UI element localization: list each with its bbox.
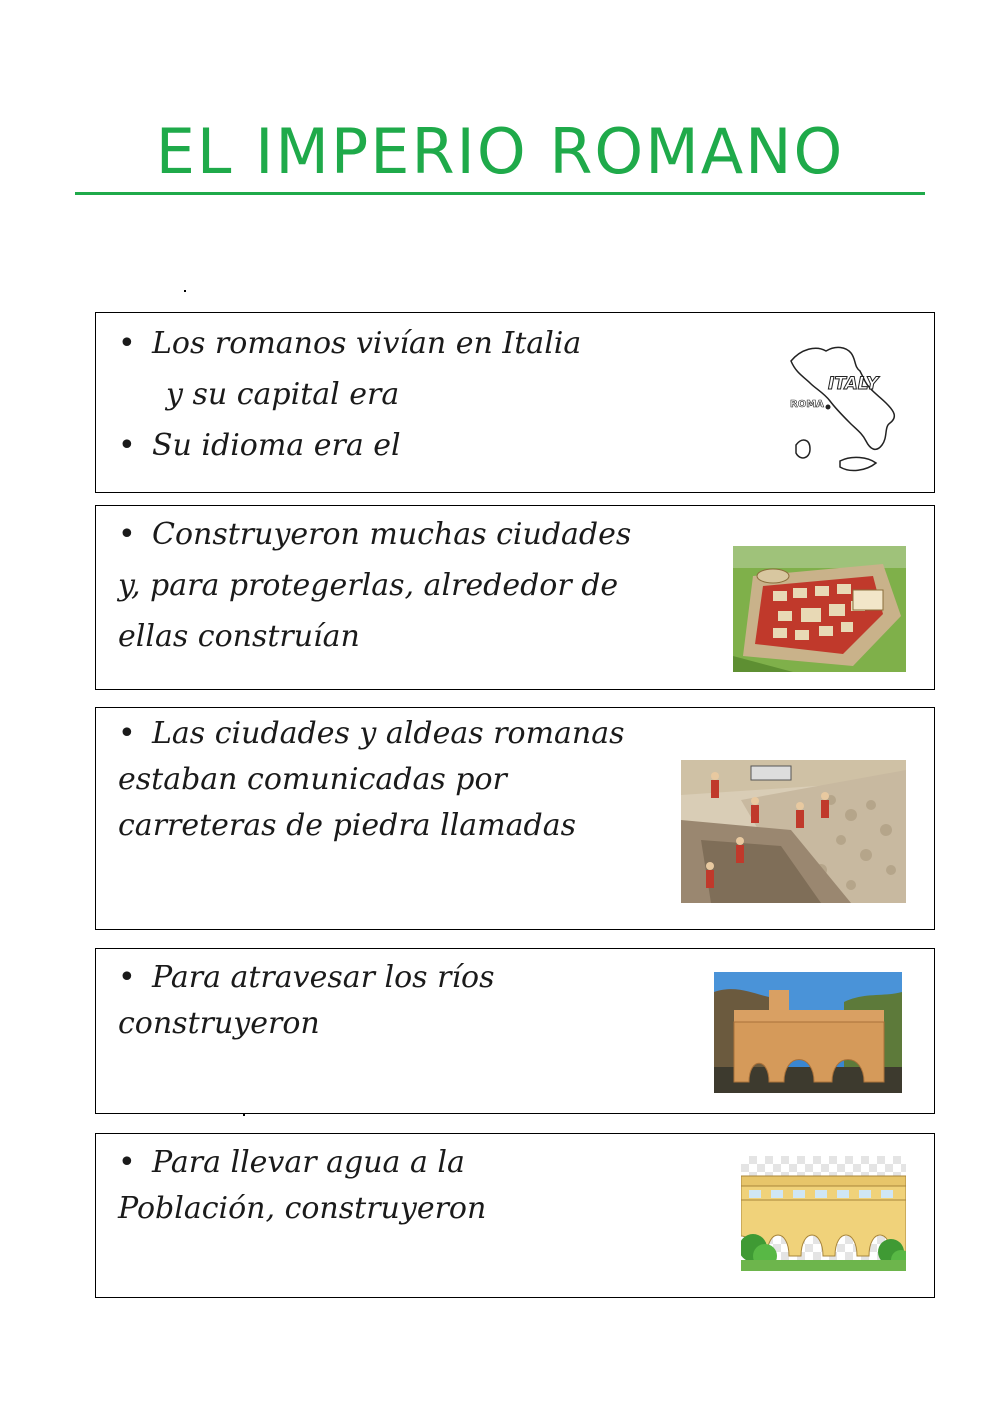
title-underline — [75, 192, 925, 195]
text-line: estaban comunicadas por — [118, 762, 507, 797]
bullet: • — [118, 326, 136, 361]
text-line: • Las ciudades y aldeas romanas — [118, 711, 625, 757]
stray-dot — [184, 290, 186, 292]
bullet: • — [118, 428, 136, 463]
road-builders-illustration — [681, 760, 906, 903]
stray-dot — [243, 1114, 245, 1116]
card-acueductos — [95, 1133, 935, 1298]
text-line: y su capital era — [166, 377, 400, 412]
text-line: • Para llevar agua a la — [118, 1140, 486, 1186]
text-line: carreteras de piedra llamadas — [118, 808, 576, 843]
text-line: • Para atravesar los ríos — [118, 955, 495, 1001]
text-line: • Su idioma era el — [118, 420, 581, 471]
card-text — [118, 955, 495, 1047]
page-title: EL IMPERIO ROMANO — [155, 115, 845, 188]
text-line: Población, construyeron — [118, 1191, 487, 1226]
roman-city-illustration — [733, 546, 906, 672]
card-puentes — [95, 948, 935, 1114]
bullet: • — [118, 517, 136, 552]
roma-label: ROMA — [790, 399, 824, 410]
bullet: • — [118, 960, 136, 995]
aqueduct-illustration — [741, 1156, 906, 1271]
card-text — [118, 318, 581, 471]
card-italia — [95, 312, 935, 493]
roman-bridge-photo — [714, 972, 902, 1093]
text-line: construyeron — [118, 1006, 320, 1041]
card-text — [118, 509, 631, 662]
italy-label: ITALY — [828, 374, 879, 394]
text-line: ellas construían — [118, 619, 360, 654]
card-ciudades — [95, 505, 935, 690]
bullet: • — [118, 1145, 136, 1180]
bullet: • — [118, 716, 136, 751]
card-text — [118, 1140, 486, 1232]
italy-map-icon — [786, 341, 901, 476]
card-text — [118, 711, 625, 849]
text-line: y, para protegerlas, alrededor de — [118, 568, 619, 603]
text-line: • Los romanos vivían en Italia — [118, 318, 581, 369]
text-line: • Construyeron muchas ciudades — [118, 509, 631, 560]
card-calzadas — [95, 707, 935, 930]
